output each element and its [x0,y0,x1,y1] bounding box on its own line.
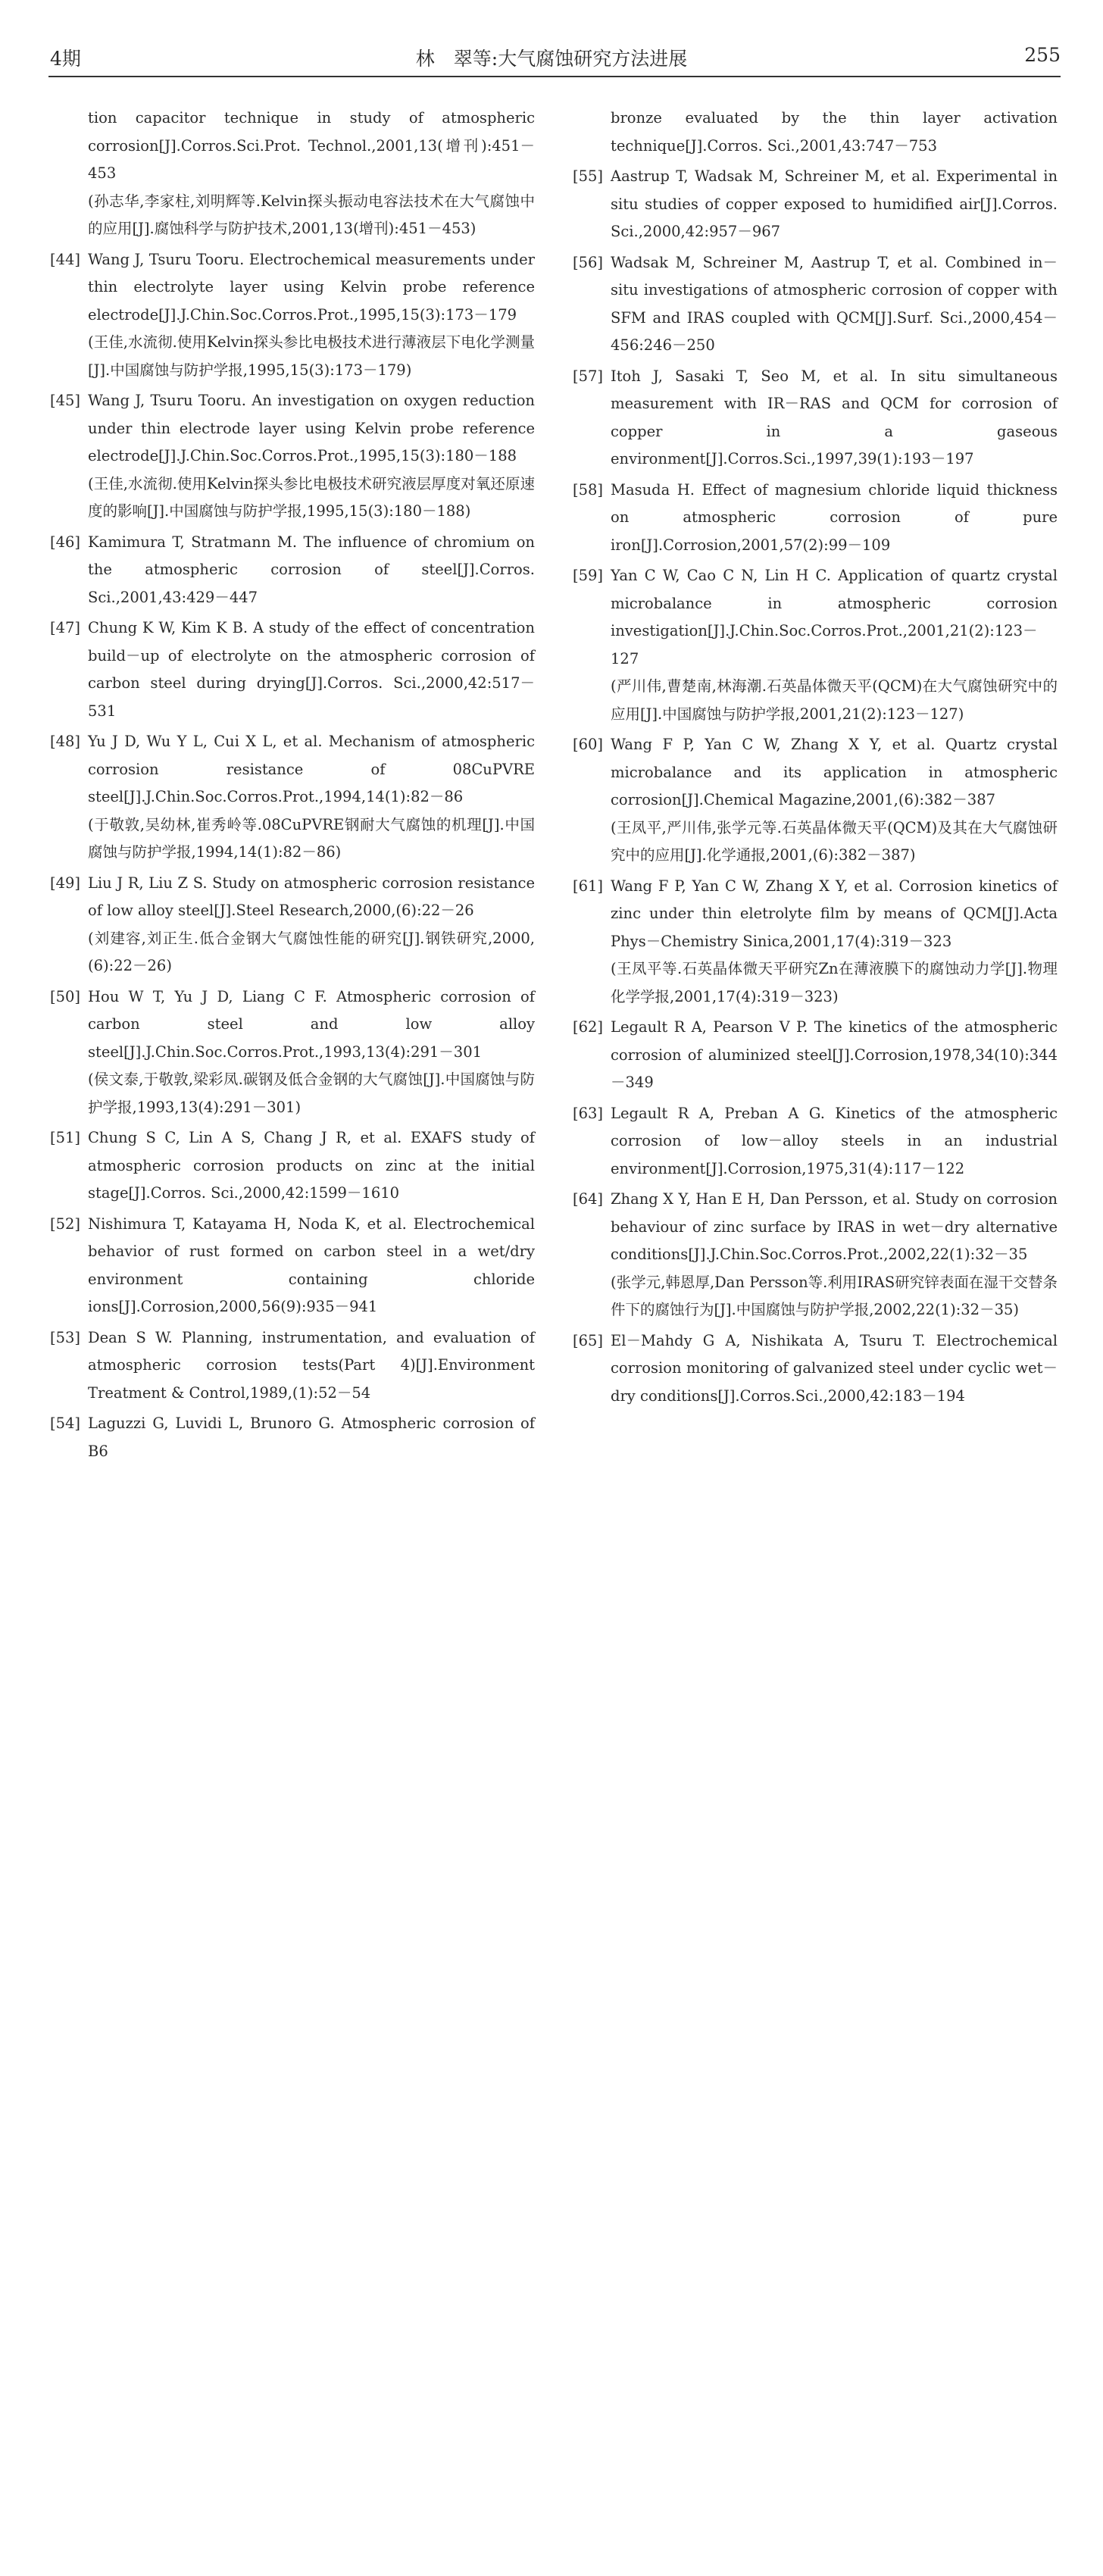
reference-number: [50] [50,987,81,1005]
reference-entry [573,1100,1058,1183]
reference-number: [65] [573,1331,604,1349]
reference-number: [57] [573,367,604,385]
reference-citation: Wang J, Tsuru Tooru. An investigation on oxygen reduction under thin electrode layer using Kelvin probe reference electrode[J].J.Chin.Soc.Corros.Prot.,1995,15(3):180－188 [88,392,535,464]
reference-entry [50,983,535,1122]
reference-citation: Wang F P, Yan C W, Zhang X Y, et al. Quartz crystal microbalance and its application in atmospheric corrosion[J].Chemical Magazine,2001,(6):382－387 [611,736,1058,808]
reference-citation: Masuda H. Effect of magnesium chloride liquid thickness on atmospheric corrosion of pure iron[J].Corrosion,2001,57(2):99－109 [611,480,1058,554]
reference-number: [55] [573,167,604,185]
reference-entry [50,870,535,980]
reference-number: [64] [573,1190,604,1208]
reference-citation: Wang J, Tsuru Tooru. Electrochemical measurements under thin electrolyte layer using Kelvin probe reference electrode[J].J.Chin.Soc.Corros.Prot.,1995,15(3):173－179 [88,250,535,324]
reference-chinese-translation: (王凤平,严川伟,张学元等.石英晶体微天平(QCM)及其在大气腐蚀研究中的应用[J].化学通报,2001,(6):382－387) [611,818,1058,864]
reference-citation: Legault R A, Preban A G. Kinetics of the atmospheric corrosion of low－alloy steels in an industrial environment[J].Corrosion,1975,31(4):117－122 [611,1104,1058,1177]
reference-entry [573,731,1058,870]
header-rule [48,76,1061,77]
reference-citation: Chung K W, Kim K B. A study of the effect of concentration build－up of electrolyte on the atmospheric corrosion of carbon steel during drying[J].Corros. Sci.,2000,42:517－531 [88,619,535,720]
reference-citation: Yu J D, Wu Y L, Cui X L, et al. Mechanism of atmospheric corrosion resistance of 08CuPVRE steel[J].J.Chin.Soc.Corros.Prot.,1994,14(1):82－86 [88,733,535,805]
reference-citation: Aastrup T, Wadsak M, Schreiner M, et al. Experimental in situ studies of copper exposed to humidified air[J].Corros. Sci.,2000,42:957－967 [611,167,1058,240]
reference-chinese-translation: (刘建容,刘正生.低合金钢大气腐蚀性能的研究[J].钢铁研究,2000,(6):22－26) [88,929,535,974]
reference-citation: El－Mahdy G A, Nishikata A, Tsuru T. Electrochemical corrosion monitoring of galvanized steel under cyclic wet－dry conditions[J].Corros.Sci.,2000,42:183－194 [611,1331,1058,1405]
issue-number: 4期 [50,48,81,70]
reference-number: [47] [50,619,81,636]
reference-number: [51] [50,1129,81,1146]
reference-entry [50,105,535,243]
reference-entry [50,728,535,867]
reference-entry [573,562,1058,728]
reference-number: [54] [50,1415,81,1432]
reference-entry [573,1014,1058,1097]
reference-chinese-translation: (王凤平等.石英晶体微天平研究Zn在薄液膜下的腐蚀动力学[J].物理化学学报,2001,17(4):319－323) [611,960,1058,1005]
reference-number: [44] [50,250,81,268]
reference-citation: Dean S W. Planning, instrumentation, and evaluation of atmospheric corrosion tests(Part 4)[J].Environment Treatment & Control,1989,(1):52－54 [88,1328,535,1402]
reference-citation: Nishimura T, Katayama H, Noda K, et al. Electrochemical behavior of rust formed on carbon steel in a wet/dry environment containing chloride ions[J].Corrosion,2000,56(9):935－941 [88,1215,535,1315]
reference-entry [50,1211,535,1321]
reference-chinese-translation: (侯文泰,于敬敦,梁彩凤.碳钢及低合金钢的大气腐蚀[J].中国腐蚀与防护学报,1993,13(4):291－301) [88,1071,535,1116]
left-reference-column [50,105,535,1468]
reference-entry [573,873,1058,1011]
reference-entry [50,529,535,612]
page-number: 255 [1024,44,1061,66]
reference-number: [56] [573,253,604,271]
reference-citation: Legault R A, Pearson V P. The kinetics of the atmospheric corrosion of aluminized steel[J].Corrosion,1978,34(10):344－349 [611,1018,1058,1091]
reference-entry [50,614,535,725]
reference-entry [50,387,535,526]
reference-number: [46] [50,533,81,551]
reference-entry [573,477,1058,560]
reference-citation: Wang F P, Yan C W, Zhang X Y, et al. Corrosion kinetics of zinc under thin eletrolyte film by means of QCM[J].Acta Phys－Chemistry Sinica,2001,17(4):319－323 [611,877,1058,950]
reference-chinese-translation: (严川伟,曹楚南,林海潮.石英晶体微天平(QCM)在大气腐蚀研究中的应用[J].中国腐蚀与防护学报,2001,21(2):123－127) [611,677,1058,723]
reference-entry [573,249,1058,360]
reference-citation: bronze evaluated by the thin layer activation technique[J].Corros. Sci.,2001,43:747－753 [611,109,1058,155]
reference-citation: Kamimura T, Stratmann M. The influence of chromium on the atmospheric corrosion of steel[J].Corros. Sci.,2001,43:429－447 [88,533,535,606]
reference-citation: Laguzzi G, Luvidi L, Brunoro G. Atmospheric corrosion of B6 [88,1415,535,1460]
reference-chinese-translation: (张学元,韩恩厚,Dan Persson等.利用IRAS研究锌表面在湿干交替条件下的腐蚀行为[J].中国腐蚀与防护学报,2002,22(1):32－35) [611,1273,1058,1318]
reference-number: [63] [573,1104,604,1122]
running-title: 林 翠等:大气腐蚀研究方法进展 [415,48,688,70]
reference-entry [50,1410,535,1465]
reference-entry [50,246,535,385]
reference-chinese-translation: (王佳,水流彻.使用Kelvin探头参比电极技术研究液层厚度对氧还原速度的影响[J].中国腐蚀与防护学报,1995,15(3):180－188) [88,474,535,520]
reference-number: [52] [50,1215,81,1233]
reference-entry [573,163,1058,246]
reference-citation: Itoh J, Sasaki T, Seo M, et al. In situ simultaneous measurement with IR－RAS and QCM for corrosion of copper in a gaseous environment[J].Corros.Sci.,1997,39(1):193－197 [611,367,1058,467]
reference-entry [573,363,1058,474]
reference-number: [48] [50,733,81,750]
reference-number: [59] [573,567,604,584]
reference-entry [50,1324,535,1408]
reference-citation: tion capacitor technique in study of atmospheric corrosion[J].Corros.Sci.Prot. Technol.,2001,13(增刊):451－453 [88,109,535,182]
reference-citation: Liu J R, Liu Z S. Study on atmospheric corrosion resistance of low alloy steel[J].Steel Research,2000,(6):22－26 [88,874,535,919]
reference-chinese-translation: (孙志华,李家柱,刘明辉等.Kelvin探头振动电容法技术在大气腐蚀中的应用[J].腐蚀科学与防护技术,2001,13(增刊):451－453) [88,192,535,237]
reference-entry [573,105,1058,160]
reference-entry [573,1327,1058,1411]
right-reference-column [573,105,1058,1413]
reference-chinese-translation: (王佳,水流彻.使用Kelvin探头参比电极技术进行薄液层下电化学测量[J].中国腐蚀与防护学报,1995,15(3):173－179) [88,333,535,379]
reference-number: [60] [573,736,604,753]
reference-number: [61] [573,877,604,895]
reference-entry [50,1124,535,1208]
reference-number: [49] [50,874,81,892]
reference-citation: Chung S C, Lin A S, Chang J R, et al. EXAFS study of atmospheric corrosion products on zinc at the initial stage[J].Corros. Sci.,2000,42:1599－1610 [88,1129,535,1202]
reference-entry [573,1186,1058,1324]
reference-chinese-translation: (于敬敦,吴幼林,崔秀岭等.08CuPVRE钢耐大气腐蚀的机理[J].中国腐蚀与防护学报,1994,14(1):82－86) [88,815,535,861]
reference-number: [62] [573,1018,604,1036]
reference-citation: Wadsak M, Schreiner M, Aastrup T, et al. Combined in－situ investigations of atmospheric corrosion of copper with SFM and IRAS coupled with QCM[J].Surf. Sci.,2000,454－456:246－250 [611,253,1058,354]
reference-number: [45] [50,392,81,409]
page-header [0,0,1103,80]
reference-citation: Yan C W, Cao C N, Lin H C. Application of quartz crystal microbalance in atmospheric corrosion investigation[J].J.Chin.Soc.Corros.Prot.,2001,21(2):123－127 [611,567,1058,667]
reference-number: [53] [50,1328,81,1346]
reference-number: [58] [573,480,604,499]
reference-citation: Zhang X Y, Han E H, Dan Persson, et al. Study on corrosion behaviour of zinc surface by IRAS in wet－dry alternative conditions[J].J.Chin.Soc.Corros.Prot.,2002,22(1):32－35 [611,1190,1058,1263]
reference-citation: Hou W T, Yu J D, Liang C F. Atmospheric corrosion of carbon steel and low alloy steel[J].J.Chin.Soc.Corros.Prot.,1993,13(4):291－301 [88,987,535,1061]
